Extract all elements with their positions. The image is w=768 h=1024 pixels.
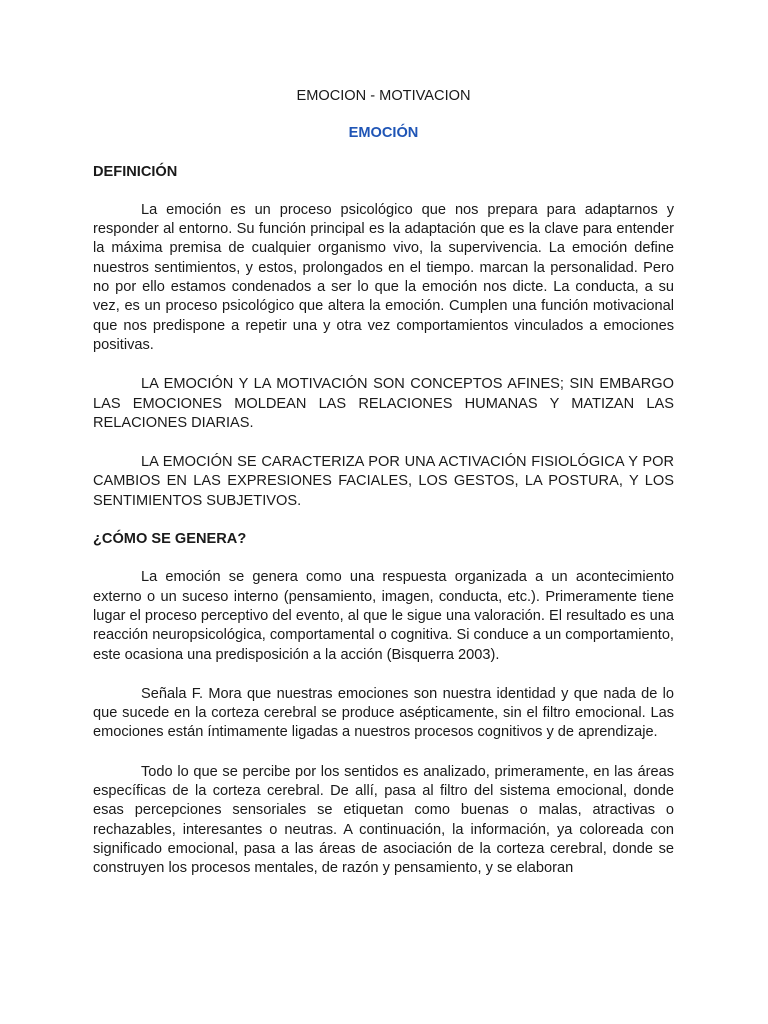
section-title: EMOCIÓN xyxy=(348,125,419,142)
document-content xyxy=(93,87,674,879)
paragraph-caracteriza: LA EMOCIÓN SE CARACTERIZA POR UNA ACTIVACIÓN FISIOLÓGICA Y POR CAMBIOS EN LAS EXPRESIONES FACIALES, LOS GESTOS, LA POSTURA, Y LOS SENTIMIENTOS SUBJETIVOS. xyxy=(93,454,674,509)
paragraph-sentidos: Todo lo que se percibe por los sentidos es analizado, primeramente, en las áreas específicas de la corteza cerebral. De allí, pasa al filtro del sistema emocional, donde esas percepciones sensoriales se etiquetan como buenas o malas, atractivas o rechazables, interesantes o neutras. A continuación, la información, ya coloreada con significado emocional, pasa a las áreas de asociación de la corteza cerebral, donde se construyen los procesos mentales, de razón y pensamiento, y se elaboran xyxy=(93,763,674,877)
paragraph-definicion: La emoción es un proceso psicológico que nos prepara para adaptarnos y responder al entorno. Su función principal es la adaptación que es la clave para entender la máxima premisa de cualquier organismo vivo, la supervivencia. La emoción define nuestros sentimientos, y estos, prolongados en el tiempo. marcan la personalidad. Pero no por ello estamos condenados a ser lo que la emoción nos dicte. La conducta, a su vez, es un proceso psicológico que altera la emoción. Cumplen una función motivacional que nos predispone a repetir una y otra vez comportamientos vinculados a emociones positivas. xyxy=(93,201,674,353)
paragraph-mora: Señala F. Mora que nuestras emociones son nuestra identidad y que nada de lo que sucede en la corteza cerebral se produce asépticamente, sin el filtro emocional. Las emociones están íntimamente ligadas a nuestros procesos cognitivos y de aprendizaje. xyxy=(93,685,674,741)
paragraph-emocion-motivacion: LA EMOCIÓN Y LA MOTIVACIÓN SON CONCEPTOS AFINES; SIN EMBARGO LAS EMOCIONES MOLDEAN LAS RELACIONES HUMANAS Y MATIZAN LAS RELACIONES DIARIAS. xyxy=(93,376,674,431)
heading-definicion: DEFINICIÓN xyxy=(93,163,178,180)
document-title: EMOCION - MOTIVACION xyxy=(296,88,471,104)
paragraph-se-genera: La emoción se genera como una respuesta organizada a un acontecimiento externo o un suceso interno (pensamiento, imagen, conducta, etc.). Primeramente tiene lugar el proceso perceptivo del evento, al que le sigue una valoración. El resultado es una reacción neuropsicológica, comportamental o cognitiva. Si conduce a un comportamiento, este ocasiona una predisposición a la acción (Bisquerra 2003). xyxy=(93,569,674,663)
heading-como-se-genera: ¿CÓMO SE GENERA? xyxy=(93,531,247,548)
